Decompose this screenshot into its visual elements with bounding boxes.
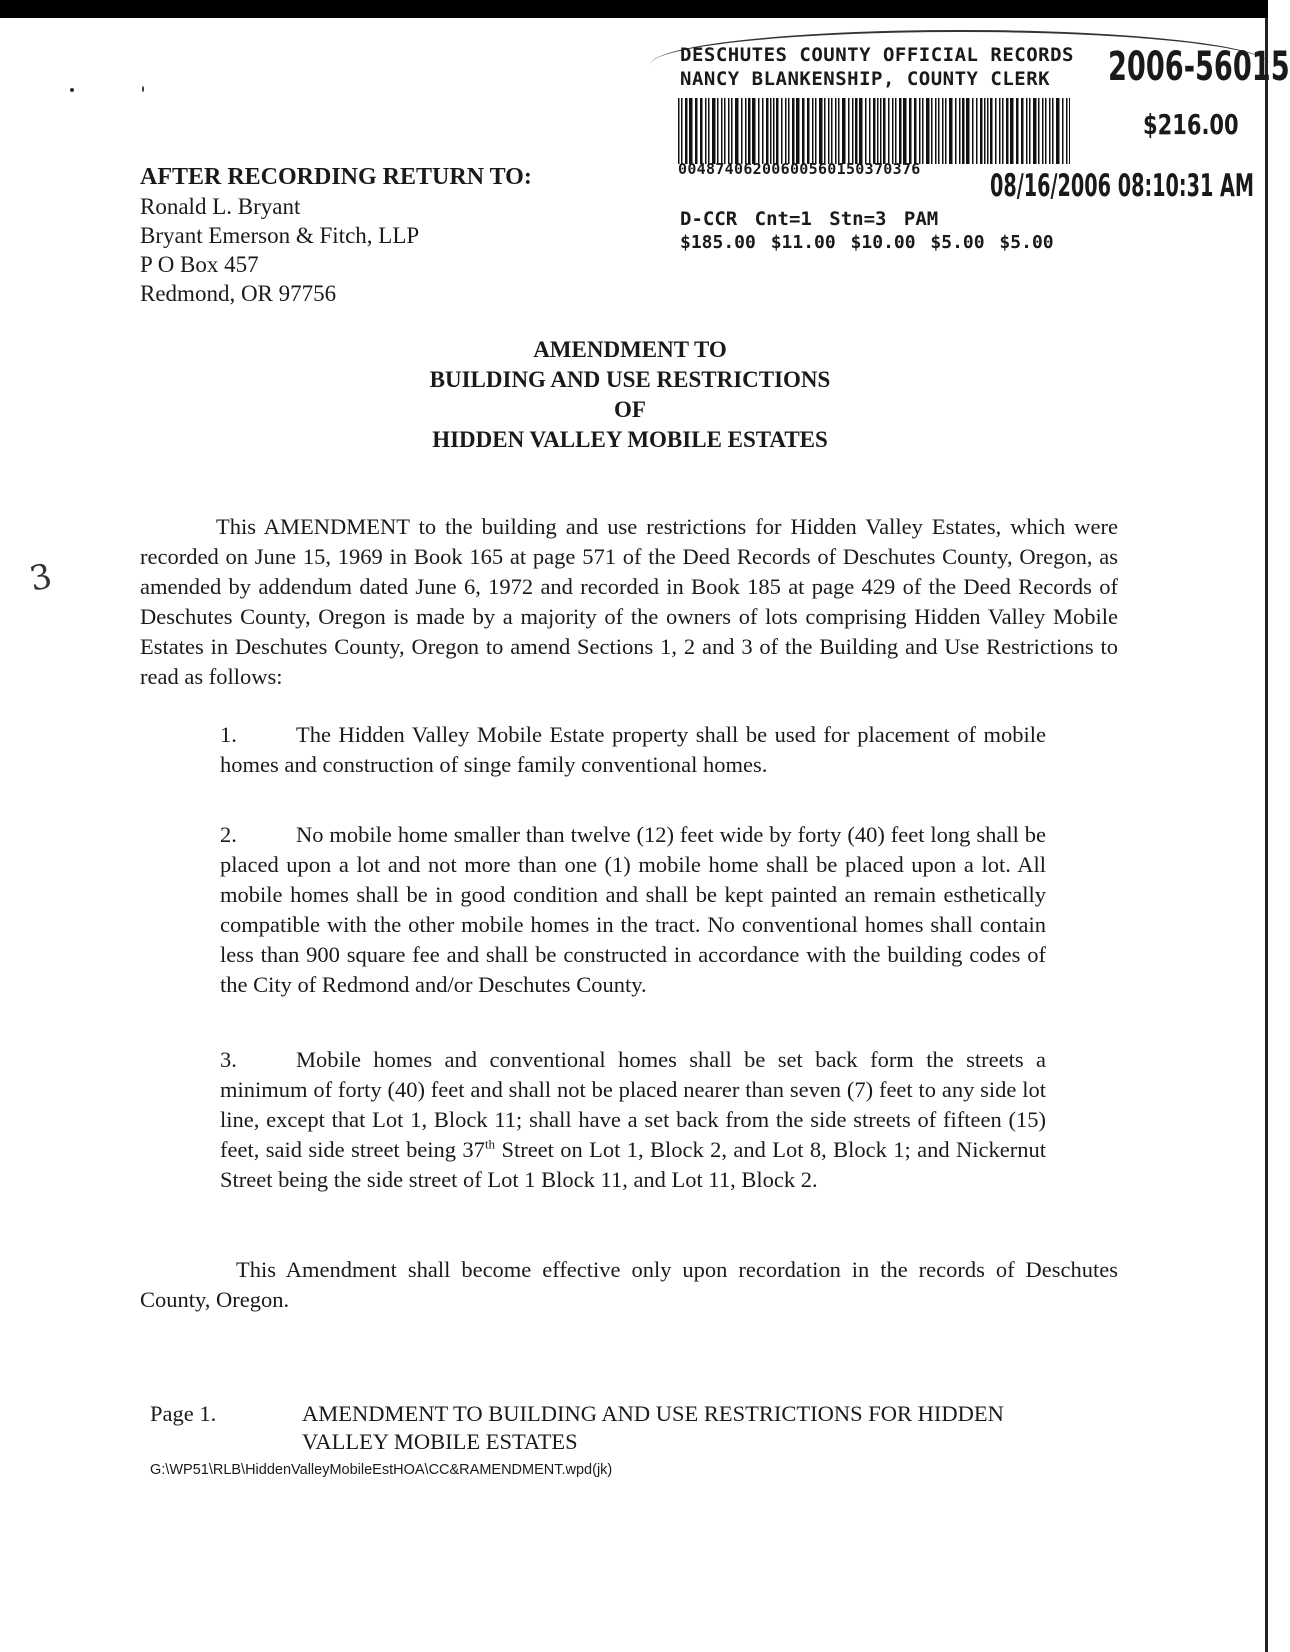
barcode-bar bbox=[781, 98, 783, 164]
handwritten-margin-note: 3 bbox=[26, 556, 56, 600]
barcode-bar bbox=[835, 98, 837, 164]
barcode-bar bbox=[859, 98, 863, 164]
barcode-bar bbox=[935, 98, 937, 164]
barcode-bar bbox=[938, 98, 940, 164]
barcode-bar bbox=[931, 98, 933, 164]
barcode-bar bbox=[919, 98, 921, 164]
barcode-bar bbox=[1010, 98, 1014, 164]
closing-paragraph: This Amendment shall become effective only upon recordation in the records of Deschutes County, Oregon. bbox=[140, 1257, 1118, 1312]
document-number: 2006-56015 bbox=[1108, 44, 1290, 90]
barcode-bar bbox=[776, 98, 779, 164]
section-item bbox=[220, 1045, 1046, 1195]
barcode-bar bbox=[945, 98, 947, 164]
barcode-bar bbox=[926, 98, 930, 164]
section-item bbox=[220, 820, 1046, 1000]
item-number: 1. bbox=[220, 722, 237, 747]
barcode-bar bbox=[735, 98, 739, 164]
barcode-bar bbox=[1052, 98, 1054, 164]
footer-title: AMENDMENT TO BUILDING AND USE RESTRICTIONS FOR HIDDEN VALLEY MOBILE ESTATES bbox=[302, 1401, 1004, 1454]
fee-breakdown: $185.00 $11.00 $10.00 $5.00 $5.00 bbox=[680, 232, 1054, 253]
item-text: Mobile homes and conventional homes shall be set back form the streets a minimum of forty (40) feet and shall not be placed nearer than seven (7) feet to any side lot line, except that Lot 1, Block 11; shall have a set back from the side streets of fifteen (15) feet, said side street being 37 bbox=[220, 1047, 1046, 1162]
title-line: AMENDMENT TO bbox=[533, 337, 727, 362]
barcode-bar bbox=[828, 98, 830, 164]
barcode-bar bbox=[1002, 98, 1004, 164]
footer-page-label: Page 1. bbox=[150, 1401, 217, 1426]
barcode-bar bbox=[1042, 98, 1044, 164]
barcode-bar bbox=[1049, 98, 1051, 164]
barcode-bar bbox=[980, 98, 983, 164]
barcode-bar bbox=[770, 98, 772, 164]
barcode-bar bbox=[819, 98, 823, 164]
section-item bbox=[220, 720, 1046, 780]
barcode-bar bbox=[838, 98, 840, 164]
barcode-bar bbox=[1045, 98, 1047, 164]
barcode-bar bbox=[745, 98, 747, 164]
barcode-bar bbox=[705, 98, 707, 164]
barcode-bar bbox=[708, 98, 710, 164]
barcode-bar bbox=[796, 98, 800, 164]
barcode-bar bbox=[695, 98, 698, 164]
barcode-bar bbox=[731, 98, 733, 164]
barcode-bar bbox=[685, 98, 688, 164]
barcode-bar bbox=[999, 98, 1001, 164]
barcode-bar bbox=[741, 98, 743, 164]
return-firm: Bryant Emerson & Fitch, LLP bbox=[140, 223, 420, 248]
barcode-bar bbox=[903, 98, 907, 164]
barcode-bar bbox=[724, 98, 726, 164]
barcode-bar bbox=[1029, 98, 1031, 164]
fee-total: $216.00 bbox=[1143, 108, 1239, 141]
barcode-bar bbox=[873, 98, 876, 164]
barcode-bar bbox=[869, 98, 871, 164]
barcode-bar bbox=[987, 98, 989, 164]
barcode-bar bbox=[766, 98, 769, 164]
barcode bbox=[678, 98, 1070, 164]
barcode-bar bbox=[892, 98, 894, 164]
item-text: No mobile home smaller than twelve (12) feet wide by forty (40) feet long shall be placed upon a lot and not more than one (1) mobile home shall be placed upon a lot. All mobile homes shall be in good condition and shall be kept painted an remain esthetically compatible with the other mobile homes in the tract. No conventional homes shall contain less than 900 square fee and shall be constructed in accordance with the building codes of the City of Redmond and/or Deschutes County. bbox=[220, 822, 1046, 997]
barcode-bar bbox=[752, 98, 756, 164]
barcode-bar bbox=[895, 98, 897, 164]
barcode-bar bbox=[962, 98, 965, 164]
barcode-bar bbox=[976, 98, 978, 164]
barcode-bar bbox=[909, 98, 912, 164]
return-heading: AFTER RECORDING RETURN TO: bbox=[140, 164, 532, 190]
barcode-bar bbox=[700, 98, 703, 164]
return-city: Redmond, OR 97756 bbox=[140, 281, 337, 306]
barcode-bar bbox=[914, 98, 917, 164]
intro-paragraph: This AMENDMENT to the building and use restrictions for Hidden Valley Estates, which were recorded on June 15, 1969 in Book 165 at page 571 of the Deed Records of Deschutes County, Oregon, as amended by addendum dated June 6, 1972 and recorded in Book 185 at page 429 of the Deed Records of Deschutes County, Oregon is made by a majority of the owners of lots comprising Hidden Valley Mobile Estates in Deschutes County, Oregon to amend Sections 1, 2 and 3 of the Building and Use Restrictions to read as follows: bbox=[140, 514, 1118, 689]
file-path: G:\WP51\RLB\HiddenValleyMobileEstHOA\CC&RAMENDMENT.wpd(jk) bbox=[150, 1462, 613, 1478]
barcode-bar bbox=[712, 98, 716, 164]
barcode-bar bbox=[831, 98, 833, 164]
barcode-bar bbox=[990, 98, 993, 164]
document-title bbox=[340, 335, 920, 455]
barcode-bar bbox=[995, 98, 997, 164]
title-line: BUILDING AND USE RESTRICTIONS bbox=[429, 367, 831, 392]
title-line: OF bbox=[614, 397, 646, 422]
barcode-bar bbox=[848, 98, 850, 164]
item-text: The Hidden Valley Mobile Estate property shall be used for placement of mobile homes and construction of singe family conventional homes. bbox=[220, 722, 1046, 777]
return-address-block bbox=[140, 163, 532, 308]
barcode-bar bbox=[972, 98, 974, 164]
barcode-bar bbox=[748, 98, 751, 164]
barcode-bar bbox=[955, 98, 957, 164]
barcode-bar bbox=[815, 98, 817, 164]
barcode-bar bbox=[1016, 98, 1019, 164]
recorded-datetime: 08/16/2006 08:10:31 AM bbox=[990, 168, 1255, 204]
barcode-bar bbox=[1026, 98, 1028, 164]
barcode-bar bbox=[949, 98, 953, 164]
barcode-bar bbox=[1066, 98, 1068, 164]
ordinal-superscript: th bbox=[484, 1136, 496, 1152]
return-po-box: P O Box 457 bbox=[140, 252, 259, 277]
recording-codes: D-CCR Cnt=1 Stn=3 PAM bbox=[680, 208, 939, 230]
barcode-bar bbox=[1056, 98, 1060, 164]
barcode-bar bbox=[842, 98, 846, 164]
item-number: 2. bbox=[220, 822, 237, 847]
barcode-bar bbox=[899, 98, 902, 164]
barcode-bar bbox=[788, 98, 790, 164]
item-number: 3. bbox=[220, 1047, 237, 1072]
barcode-bar bbox=[966, 98, 970, 164]
county-clerk: NANCY BLANKENSHIP, COUNTY CLERK bbox=[680, 68, 1051, 90]
barcode-bar bbox=[959, 98, 961, 164]
barcode-bar bbox=[883, 98, 886, 164]
scan-right-border bbox=[1265, 18, 1268, 1652]
barcode-bar bbox=[812, 98, 814, 164]
item-text: Street on Lot 1, Block 2, and Lot 8, Block 1; and Nickernut Street being the side street of Lot 1 Block 11, and Lot 11, Block 2. bbox=[220, 1137, 1046, 1192]
barcode-bar bbox=[681, 98, 683, 164]
barcode-bar bbox=[1006, 98, 1009, 164]
title-line: HIDDEN VALLEY MOBILE ESTATES bbox=[432, 427, 828, 452]
barcode-bar bbox=[785, 98, 787, 164]
barcode-bar bbox=[922, 98, 924, 164]
barcode-bar bbox=[942, 98, 944, 164]
barcode-bar bbox=[865, 98, 867, 164]
barcode-number: 00487406200600560150370376 bbox=[678, 160, 921, 178]
barcode-bar bbox=[758, 98, 760, 164]
barcode-bar bbox=[824, 98, 826, 164]
barcode-bar bbox=[1069, 98, 1070, 164]
recording-office: DESCHUTES COUNTY OFFICIAL RECORDS bbox=[680, 44, 1074, 66]
barcode-bar bbox=[888, 98, 890, 164]
barcode-bar bbox=[807, 98, 810, 164]
barcode-bar bbox=[1033, 98, 1037, 164]
scan-speck bbox=[70, 88, 74, 92]
barcode-bar bbox=[877, 98, 879, 164]
barcode-bar bbox=[773, 98, 775, 164]
barcode-bar bbox=[717, 98, 719, 164]
barcode-bar bbox=[678, 98, 680, 164]
barcode-bar bbox=[1038, 98, 1040, 164]
barcode-bar bbox=[689, 98, 693, 164]
barcode-bar bbox=[762, 98, 764, 164]
barcode-bar bbox=[792, 98, 795, 164]
scan-top-border bbox=[0, 0, 1268, 18]
barcode-bar bbox=[880, 98, 882, 164]
barcode-bar bbox=[1021, 98, 1024, 164]
scan-speck bbox=[142, 86, 144, 92]
barcode-bar bbox=[855, 98, 858, 164]
return-name: Ronald L. Bryant bbox=[140, 194, 301, 219]
barcode-bar bbox=[1062, 98, 1064, 164]
barcode-bar bbox=[852, 98, 854, 164]
barcode-bar bbox=[721, 98, 723, 164]
barcode-bar bbox=[728, 98, 730, 164]
barcode-bar bbox=[802, 98, 805, 164]
barcode-bar bbox=[984, 98, 986, 164]
